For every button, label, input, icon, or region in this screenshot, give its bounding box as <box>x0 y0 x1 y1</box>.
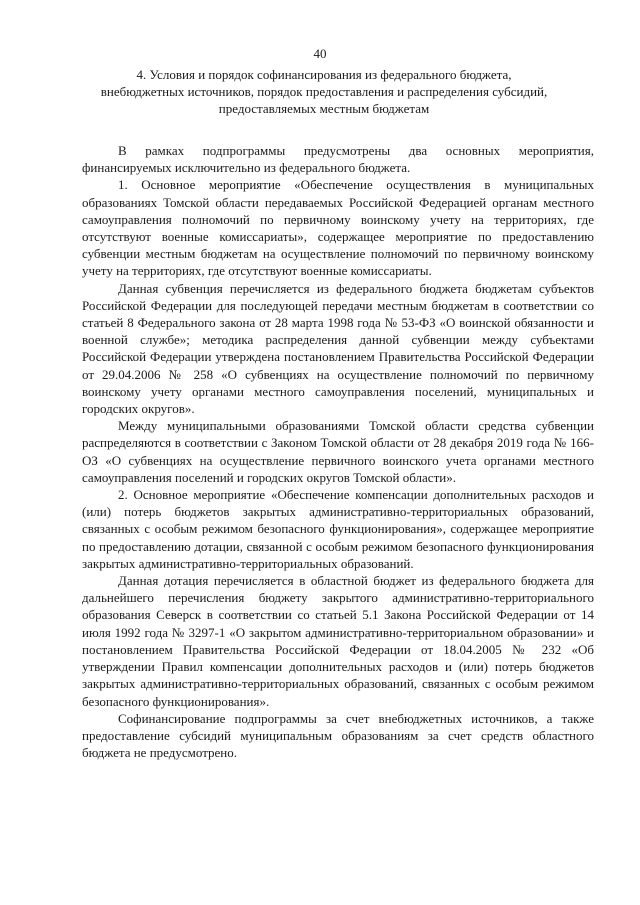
section-heading: 4. Условия и порядок софинансирования из федерального бюджета, внебюджетных источников, порядок предоставления и распределения субсидий, предоставляемых местным бюджетам <box>100 67 548 117</box>
body-text <box>82 142 594 761</box>
page-number: 40 <box>313 46 327 61</box>
paragraph-5: 2. Основное мероприятие «Обеспечение компенсации дополнительных расходов и (или) потерь бюджетов закрытых административно-территориальных образований, связанных с особым режимом безопасного функционирования», содержащее мероприятие по предоставлению дотации, связанной с особым режимом безопасного функционирования закрытых административно-территориальных образований. <box>82 487 594 571</box>
paragraph-7: Софинансирование подпрограммы за счет внебюджетных источников, а также предоставление субсидий муниципальным образованиям за счет средств областного бюджета не предусмотрено. <box>82 710 594 761</box>
paragraph-2: 1. Основное мероприятие «Обеспечение осуществления в муниципальных образованиях Томской области передаваемых Российской Федерацией органам местного самоуправления полномочий по первичному воинскому учету на территориях, где отсутствуют военные комиссариаты», содержащее мероприятие по предоставлению субвенции местным бюджетам на осуществление полномочий по первичному воинскому учету на территориях, где отсутствуют военные комиссариаты. <box>82 177 594 279</box>
paragraph-3: Данная субвенция перечисляется из федерального бюджета бюджетам субъектов Российской Федерации для последующей передачи местным бюджетам в соответствии со статьей 8 Федерального закона от 28 марта 1998 года № 53-ФЗ «О воинской обязанности и военной службе»; методика распределения данной субвенции между субъектами Российской Федерации утверждена постановлением Правительства Российской Федерации от 29.04.2006 № 258 «О субвенциях на осуществление полномочий по первичному воинскому учету органами местного самоуправления поселений, муниципальных и городских округов». <box>82 280 594 417</box>
paragraph-4: Между муниципальными образованиями Томской области средства субвенции распределяются в соответствии с Законом Томской области от 28 декабря 2019 года № 166-ОЗ «О субвенциях на осуществление первичного воинского учета органами местного самоуправления поселений и городских округов Томской области». <box>82 418 594 485</box>
paragraph-1: В рамках подпрограммы предусмотрены два основных мероприятия, финансируемых исключительно из федерального бюджета. <box>82 143 594 176</box>
paragraph-6: Данная дотация перечисляется в областной бюджет из федерального бюджета для дальнейшего перечисления бюджету закрытого административно-территориального образования Северск в соответствии со статьей 5.1 Закона Российской Федерации от 14 июля 1992 года № 3297-1 «О закрытом административно-территориальном образовании» и постановлением Правительства Российской Федерации от 18.04.2005 № 232 «Об утверждении Правил компенсации дополнительных расходов и (или) потерь бюджетов закрытых административно-территориальных образований, связанных с особым режимом безопасного функционирования». <box>82 573 594 709</box>
